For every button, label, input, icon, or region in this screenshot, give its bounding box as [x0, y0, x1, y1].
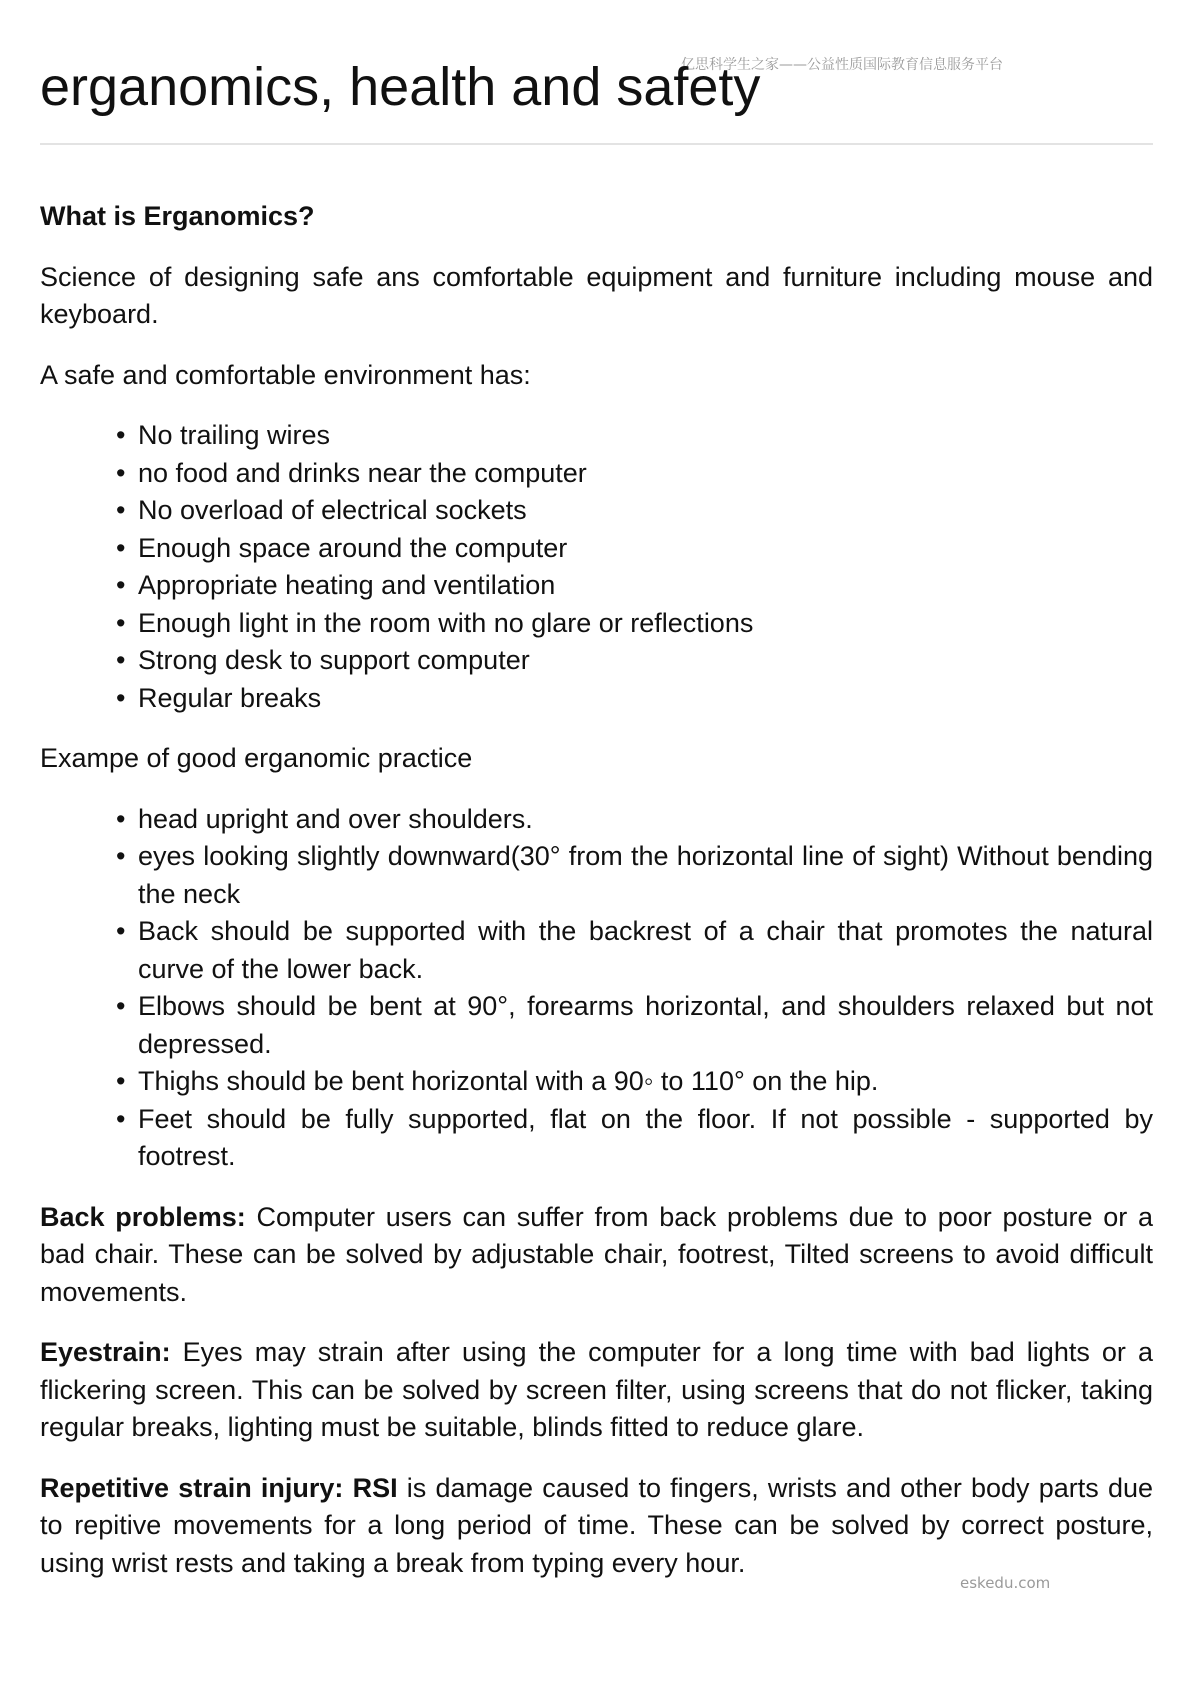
list-item: • Regular breaks — [138, 680, 1153, 718]
list-item: • Strong desk to support computer — [138, 642, 1153, 680]
list-item: • Thighs should be bent horizontal with a 90◦ to 110° on the hip. — [138, 1063, 1153, 1101]
bullet-icon: • — [116, 841, 126, 871]
rsi-paragraph — [40, 1470, 1153, 1583]
eyestrain-label: Eyestrain: — [40, 1337, 171, 1367]
page-title: erganomics, health and safety — [40, 57, 761, 117]
list-item: • Elbows should be bent at 90°, forearms horizontal, and shoulders relaxed but not depressed. — [138, 988, 1153, 1063]
back-problems-text: Computer users can suffer from back problems due to poor posture or a bad chair. These can be solved by adjustable chair, footrest, Tilted screens to avoid difficult movements. — [40, 1201, 1153, 1307]
bullet-icon: • — [116, 570, 126, 600]
list-item: • head upright and over shoulders. — [138, 801, 1153, 839]
bullet-icon: • — [116, 532, 126, 563]
bullet-icon: • — [116, 1066, 126, 1096]
list-item: • Back should be supported with the backrest of a chair that promotes the natural curve of the lower back. — [138, 913, 1153, 988]
practice-list — [40, 801, 1153, 1176]
definition-paragraph: Science of designing safe ans comfortable equipment and furniture including mouse and keyboard. — [40, 261, 1153, 329]
list-item: • Enough space around the computer — [138, 530, 1153, 568]
title-divider — [40, 143, 1153, 145]
environment-intro: A safe and comfortable environment has: — [40, 359, 531, 390]
bullet-icon: • — [116, 607, 126, 638]
list-item: • eyes looking slightly downward(30° from the horizontal line of sight) Without bending the neck — [138, 838, 1153, 913]
list-item: • No trailing wires — [138, 417, 1153, 455]
bullet-icon: • — [116, 457, 126, 488]
rsi-label: Repetitive strain injury: RSI — [40, 1472, 398, 1503]
list-item: • Feet should be fully supported, flat on the floor. If not possible - supported by footrest. — [138, 1101, 1153, 1176]
document-body — [40, 198, 1153, 1605]
what-heading: What is Erganomics? — [40, 201, 315, 231]
rsi-text: is damage caused to fingers, wrists and other body parts due to repitive movements for a long period of time. These can be solved by correct posture, using wrist rests and taking a break from typing every hour. — [40, 1472, 1153, 1578]
back-problems-label: Back problems: — [40, 1201, 246, 1232]
list-item: • Appropriate heating and ventilation — [138, 567, 1153, 605]
back-problems-paragraph — [40, 1199, 1153, 1312]
bullet-icon: • — [116, 991, 126, 1021]
watermark-bottom: eskedu.com — [960, 1574, 1051, 1592]
eyestrain-paragraph — [40, 1334, 1153, 1447]
list-item: • no food and drinks near the computer — [138, 455, 1153, 493]
bullet-icon: • — [116, 916, 126, 946]
bullet-icon: • — [116, 645, 126, 675]
bullet-icon: • — [116, 1103, 126, 1134]
list-item: • No overload of electrical sockets — [138, 492, 1153, 530]
bullet-icon: • — [116, 495, 126, 525]
practice-intro: Exampe of good erganomic practice — [40, 743, 473, 773]
watermark-top: 亿思科学生之家——公益性质国际教育信息服务平台 — [681, 57, 1003, 73]
bullet-icon: • — [116, 420, 126, 450]
bullet-icon: • — [116, 803, 126, 834]
list-item: • Enough light in the room with no glare or reflections — [138, 605, 1153, 643]
bullet-icon: • — [116, 682, 126, 713]
eyestrain-text: Eyes may strain after using the computer for a long time with bad lights or a flickering screen. This can be solved by screen filter, using screens that do not flicker, taking regular breaks, lighting must be suitable, blinds fitted to reduce glare. — [40, 1337, 1153, 1442]
environment-list — [40, 417, 1153, 717]
